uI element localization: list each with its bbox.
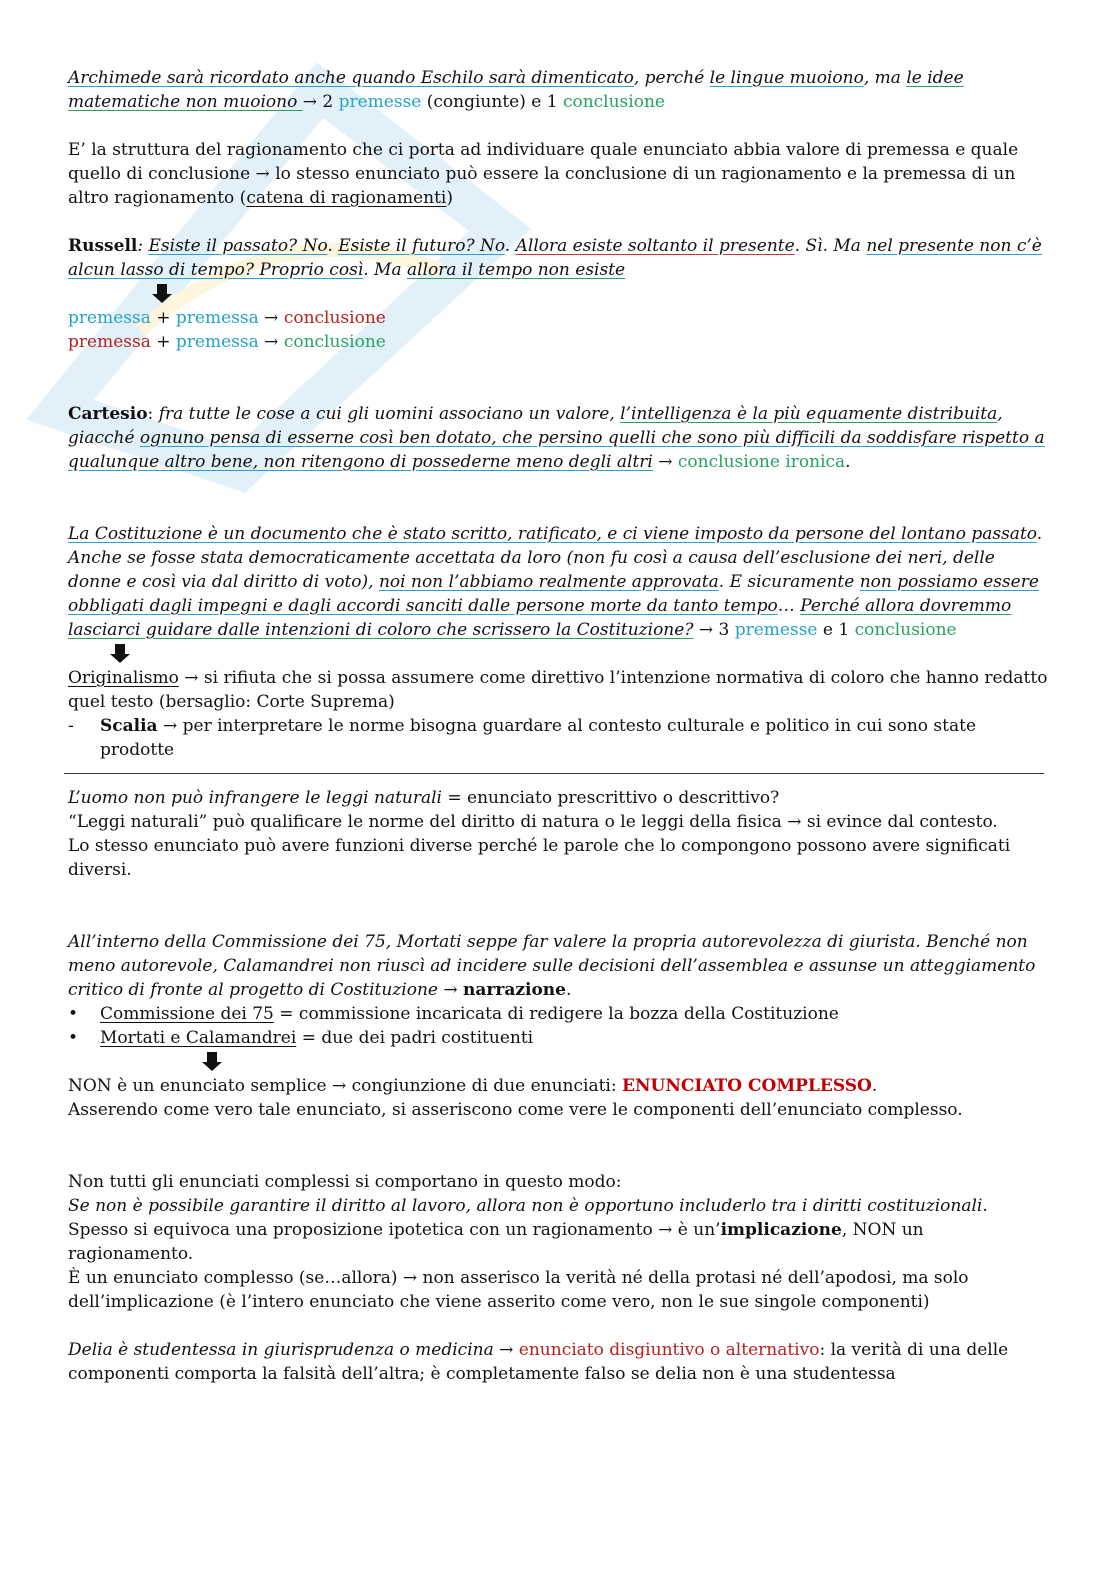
down-arrow-icon	[68, 1050, 1048, 1074]
list-item: - Scalia → per interpretare le norme bisogna guardare al contesto culturale e politico in cui sono state prodotte	[68, 714, 1048, 762]
down-arrow-icon	[68, 282, 1048, 306]
paragraph-leggi-naturali: L’uomo non può infrangere le leggi naturali = enunciato prescrittivo o descrittivo?	[68, 788, 780, 808]
leggi-line-3: Lo stesso enunciato può avere funzioni diverse perché le parole che lo compongono possono avere significati diversi.	[68, 836, 1011, 880]
implicazione-line-2: Se non è possibile garantire il diritto al lavoro, allora non è opportuno includerlo tra i diritti costituzionali.	[68, 1196, 988, 1216]
paragraph-costituzione: La Costituzione è un documento che è stato scritto, ratificato, e ci viene imposto da persone del lontano passato. Anche se fosse stata democraticamente accettata da loro (non fu così a causa dell’esclusione dei neri, delle donne e così via dal diritto di voto), noi non l’abbiamo realmente approvata. E sicuramente non possiamo essere obbligati dagli impegni e dagli accordi sanciti dalle persone morte da tanto tempo… Perché allora dovremmo lasciarci guidare dalle intenzioni di coloro che scrissero la Costituzione? → 3 premesse e 1 conclusione	[68, 524, 1043, 640]
russell-scheme-line-2: premessa + premessa → conclusione	[68, 332, 386, 352]
paragraph-delia: Delia è studentessa in giurisprudenza o medicina → enunciato disgiuntivo o alternativo: la verità di una delle componenti comporta la falsità dell’altra; è completamente falso se delia non è una studentessa	[68, 1340, 1009, 1384]
paragraph-commissione: All’interno della Commissione dei 75, Mortati seppe far valere la propria autorevolezza di giurista. Benché non meno autorevole, Calamandrei non riuscì ad incidere sulle decisioni dell’assemblea e assunse un atteggiamento critico di fronte al progetto di Costituzione → narrazione.	[68, 932, 1036, 1000]
paragraph-cartesio: Cartesio: fra tutte le cose a cui gli uomini associano un valore, l’intelligenza è la più equamente distribuita, giacché ognuno pensa di esserne così ben dotato, che persino quelli che sono più difficili da soddisfare rispetto a qualunque altro bene, non ritengono di possederne meno degli altri → conclusione ironica.	[68, 404, 1045, 472]
paragraph-enunciato-complesso: NON è un enunciato semplice → congiunzione di due enunciati: ENUNCIATO COMPLESSO.	[68, 1076, 878, 1096]
document-page	[68, 66, 1048, 1386]
divider	[64, 773, 1044, 774]
down-arrow-icon	[68, 642, 1048, 666]
paragraph-struttura: E’ la struttura del ragionamento che ci porta ad individuare quale enunciato abbia valore di premessa e quale quello di conclusione → lo stesso enunciato può essere la conclusione di un ragionamento e la premessa di un altro ragionamento (catena di ragionamenti)	[68, 140, 1019, 208]
russell-scheme-line-1: premessa + premessa → conclusione	[68, 308, 386, 328]
commissione-list	[68, 1002, 1048, 1050]
implicazione-line-1: Non tutti gli enunciati complessi si comportano in questo modo:	[68, 1172, 622, 1192]
list-item: • Mortati e Calamandrei = due dei padri costituenti	[68, 1026, 1048, 1050]
implicazione-line-4: È un enunciato complesso (se…allora) → non asserisco la verità né della protasi né dell’apodosi, ma solo dell’implicazione (è l’intero enunciato che viene asserito come vero, non le sue singole componenti)	[68, 1268, 969, 1312]
leggi-line-2: “Leggi naturali” può qualificare le norme del diritto di natura o le leggi della fisica → si evince dal contesto.	[68, 812, 998, 832]
scalia-list	[68, 714, 1048, 762]
paragraph-russell: Russell: Esiste il passato? No. Esiste il futuro? No. Allora esiste soltanto il presente. Sì. Ma nel presente non c’è alcun lasso di tempo? Proprio così. Ma allora il tempo non esiste	[68, 236, 1042, 280]
implicazione-line-3: Spesso si equivoca una proposizione ipotetica con un ragionamento → è un’implicazione, NON un ragionamento.	[68, 1220, 924, 1264]
asserzione-line: Asserendo come vero tale enunciato, si asseriscono come vere le componenti dell’enunciato complesso.	[68, 1100, 963, 1120]
paragraph-originalismo: Originalismo → si rifiuta che si possa assumere come direttivo l’intenzione normativa di coloro che hanno redatto quel testo (bersaglio: Corte Suprema)	[68, 668, 1048, 712]
list-item: • Commissione dei 75 = commissione incaricata di redigere la bozza della Costituzione	[68, 1002, 1048, 1026]
paragraph-archimede: Archimede sarà ricordato anche quando Eschilo sarà dimenticato, perché le lingue muoiono, ma le idee matematiche non muoiono → 2 premesse (congiunte) e 1 conclusione	[68, 68, 964, 112]
